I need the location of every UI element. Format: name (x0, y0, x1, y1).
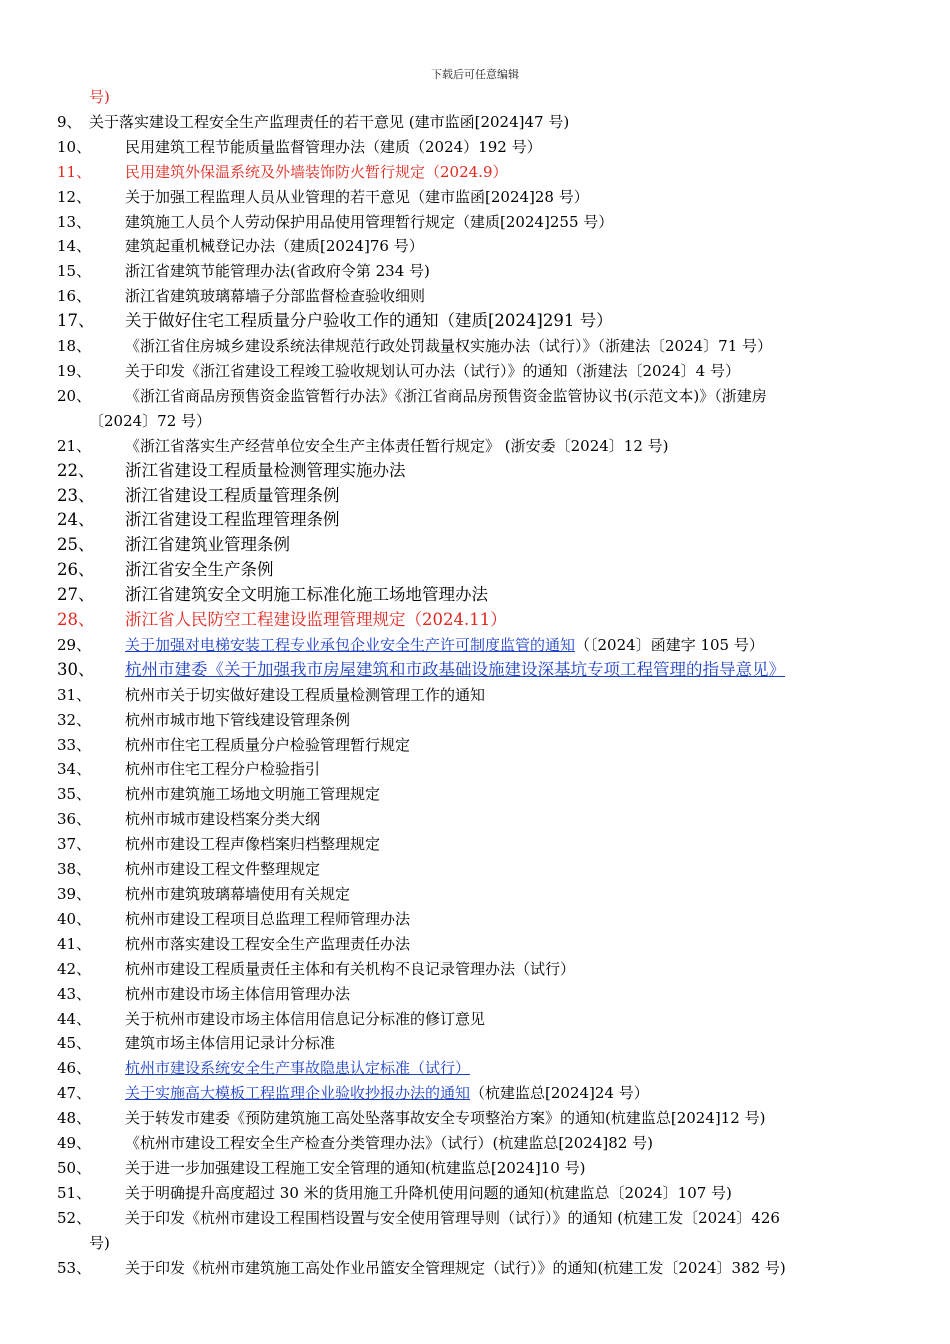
item-text: 建筑施工人员个人劳动保护用品使用管理暂行规定（建质[2024]255 号） (125, 212, 614, 231)
item-number: 44、 (57, 1009, 92, 1028)
list-item (0, 135, 950, 160)
item-number: 18、 (57, 337, 92, 356)
item-number: 40、 (57, 909, 92, 928)
item-number: 21、 (57, 436, 92, 455)
item-number: 30、 (57, 659, 95, 679)
list-item (0, 832, 950, 857)
list-item (0, 683, 950, 708)
list-item (0, 907, 950, 932)
item-text: 民用建筑外保温系统及外墙装饰防火暂行规定（2024.9） (125, 162, 508, 181)
list-item (0, 484, 950, 509)
item-number: 12、 (57, 187, 92, 206)
list-item (0, 160, 950, 185)
list-item (0, 708, 950, 733)
list-item (0, 782, 950, 807)
item-text: 浙江省建设工程监理管理条例 (125, 510, 340, 530)
item-number: 43、 (57, 984, 92, 1003)
item-number: 35、 (57, 785, 92, 804)
list-item (0, 558, 950, 583)
item-number: 47、 (57, 1084, 92, 1103)
list-item (0, 508, 950, 533)
item-number: 33、 (57, 735, 92, 754)
list-item (0, 234, 950, 259)
list-item (0, 1031, 950, 1056)
item-text: 《浙江省落实生产经营单位安全生产主体责任暂行规定》 (浙安委〔2024〕12 号) (125, 436, 669, 455)
list-item (0, 1131, 950, 1156)
item-text: 关于做好住宅工程质量分户验收工作的通知（建质[2024]291 号） (125, 311, 613, 331)
item-text: 浙江省建筑安全文明施工标准化施工场地管理办法 (125, 585, 488, 605)
item-text: 关于转发市建委《预防建筑施工高处坠落事故安全专项整治方案》的通知(杭建监总[2024]12 号) (125, 1109, 766, 1128)
list-item (0, 633, 950, 658)
list-item (0, 957, 950, 982)
item-text: 浙江省人民防空工程建设监理管理规定（2024.11） (125, 610, 507, 630)
item-number: 31、 (57, 685, 92, 704)
document-link[interactable]: 杭州市建设系统安全生产事故隐患认定标准（试行） (125, 1059, 471, 1078)
item-number: 49、 (57, 1134, 92, 1153)
regulation-list (0, 85, 950, 1281)
list-item (0, 334, 950, 359)
list-item (0, 807, 950, 832)
list-item (0, 259, 950, 284)
item-text: 建筑市场主体信用记录计分标准 (125, 1034, 336, 1053)
list-item (0, 359, 950, 384)
document-link[interactable]: 关于加强对电梯安装工程专业承包企业安全生产许可制度监管的通知 (125, 635, 576, 654)
item-text: 关于印发《杭州市建设工程围档设置与安全使用管理导则（试行）》的通知 (杭建工发〔2024〕426 (125, 1208, 780, 1227)
item-text: 杭州市落实建设工程安全生产监理责任办法 (125, 934, 411, 953)
item-number: 9、 (57, 112, 82, 131)
item-number: 48、 (57, 1109, 92, 1128)
item-text: 杭州市建设工程声像档案归档整理规定 (125, 835, 381, 854)
list-item (0, 1181, 950, 1206)
list-item (0, 1081, 950, 1106)
list-item (0, 1256, 950, 1281)
item-text: 杭州市城市地下管线建设管理条例 (125, 710, 351, 729)
item-number: 26、 (57, 560, 95, 580)
item-text: 杭州市建设市场主体信用管理办法 (125, 984, 351, 1003)
item-text: 关于进一步加强建设工程施工安全管理的通知(杭建监总[2024]10 号) (125, 1158, 586, 1177)
item-number: 38、 (57, 860, 92, 879)
list-item (0, 608, 950, 633)
item-text: 关于明确提升高度超过 30 米的货用施工升降机使用问题的通知(杭建监总〔2024〕107 号) (125, 1183, 732, 1202)
document-link[interactable]: 关于实施高大模板工程监理企业验收抄报办法的通知 (125, 1084, 471, 1103)
document-link[interactable]: 杭州市建委《关于加强我市房屋建筑和市政基础设施建设深基坑专项工程管理的指导意见》 (125, 659, 785, 679)
list-item (0, 583, 950, 608)
list-item (0, 110, 950, 135)
item-text: 浙江省安全生产条例 (125, 560, 274, 580)
item-continuation: 号) (89, 1233, 110, 1252)
item-number: 20、 (57, 386, 92, 405)
item-number: 42、 (57, 959, 92, 978)
item-text: 民用建筑工程节能质量监督管理办法（建质（2024）192 号） (125, 137, 542, 156)
item-number: 36、 (57, 810, 92, 829)
item-number: 34、 (57, 760, 92, 779)
item-text: 杭州市建设工程质量责任主体和有关机构不良记录管理办法（试行） (125, 959, 576, 978)
item-number: 19、 (57, 361, 92, 380)
item-number: 41、 (57, 934, 92, 953)
list-item (0, 185, 950, 210)
item-text: 浙江省建筑业管理条例 (125, 535, 290, 555)
list-item (0, 434, 950, 459)
item-number: 37、 (57, 835, 92, 854)
list-item (0, 658, 950, 683)
item-text: 杭州市关于切实做好建设工程质量检测管理工作的通知 (125, 685, 486, 704)
list-item (0, 1206, 950, 1231)
item-number: 22、 (57, 460, 95, 480)
list-item (0, 733, 950, 758)
item-text: 杭州市住宅工程分户检验指引 (125, 760, 321, 779)
item-text: 关于杭州市建设市场主体信用信息记分标准的修订意见 (125, 1009, 486, 1028)
item-text: 杭州市建筑玻璃幕墙使用有关规定 (125, 885, 351, 903)
item-text: （〔2024〕函建字 105 号） (575, 635, 764, 654)
item-number: 50、 (57, 1158, 92, 1177)
item-number: 17、 (57, 311, 95, 331)
item-text: 杭州市建设工程文件整理规定 (125, 860, 321, 879)
item-number: 25、 (57, 535, 95, 555)
list-item (0, 459, 950, 484)
item-number: 28、 (57, 610, 95, 630)
item-text: 关于印发《浙江省建设工程竣工验收规划认可办法（试行）》的通知（浙建法〔2024〕4 号） (125, 361, 740, 380)
item-number: 15、 (57, 262, 92, 281)
item-text: 浙江省建设工程质量检测管理实施办法 (125, 460, 406, 480)
item-text: 浙江省建筑节能管理办法(省政府令第 234 号) (125, 262, 430, 281)
continued-fragment: 号) (89, 88, 110, 106)
item-number: 11、 (57, 162, 92, 181)
item-text: 《浙江省商品房预售资金监管暂行办法》《浙江省商品房预售资金监管协议书(示范文本)》（浙建房 (125, 386, 767, 405)
list-item (0, 1007, 950, 1032)
item-text: 《浙江省住房城乡建设系统法律规范行政处罚裁量权实施办法（试行）》（浙建法〔2024〕71 号） (125, 337, 773, 356)
list-item (0, 533, 950, 558)
item-text: 杭州市建筑施工场地文明施工管理规定 (125, 785, 381, 804)
item-number: 27、 (57, 585, 95, 605)
list-item (0, 857, 950, 882)
item-number: 16、 (57, 287, 92, 306)
item-text: 杭州市住宅工程质量分户检验管理暂行规定 (125, 735, 411, 754)
list-item (0, 1106, 950, 1131)
item-text: 浙江省建筑玻璃幕墙子分部监督检查验收细则 (125, 287, 426, 306)
item-text: 关于印发《杭州市建筑施工高处作业吊篮安全管理规定（试行）》的通知(杭建工发〔2024〕382 号) (125, 1258, 786, 1277)
item-text: 杭州市建设工程项目总监理工程师管理办法 (125, 909, 411, 928)
item-text: 关于落实建设工程安全生产监理责任的若干意见 (建市监函[2024]47 号) (89, 112, 570, 131)
item-number: 52、 (57, 1208, 92, 1227)
item-number: 23、 (57, 485, 95, 505)
item-number: 51、 (57, 1183, 92, 1202)
list-item (0, 882, 950, 907)
item-number: 10、 (57, 137, 92, 156)
item-number: 46、 (57, 1059, 92, 1078)
item-number: 45、 (57, 1034, 92, 1053)
list-item (0, 309, 950, 334)
list-item (0, 757, 950, 782)
item-text: 建筑起重机械登记办法（建质[2024]76 号） (125, 237, 424, 256)
item-number: 39、 (57, 885, 92, 903)
item-text: 浙江省建设工程质量管理条例 (125, 485, 340, 505)
item-number: 53、 (57, 1258, 92, 1277)
item-number: 13、 (57, 212, 92, 231)
list-item (0, 284, 950, 309)
list-item (0, 210, 950, 235)
item-continuation: 〔2024〕72 号） (89, 411, 212, 430)
item-number: 24、 (57, 510, 95, 530)
item-text: （杭建监总[2024]24 号） (470, 1084, 649, 1103)
list-item (0, 932, 950, 957)
item-text: 杭州市城市建设档案分类大纲 (125, 810, 321, 829)
item-text: 《杭州市建设工程安全生产检查分类管理办法》（试行）(杭建监总[2024]82 号) (125, 1134, 653, 1153)
item-number: 29、 (57, 635, 92, 654)
list-item (0, 1156, 950, 1181)
item-number: 32、 (57, 710, 92, 729)
list-item (0, 1056, 950, 1081)
item-number: 14、 (57, 237, 92, 256)
list-item (0, 384, 950, 409)
page-header: 下载后可任意编辑 (431, 68, 519, 81)
list-item (0, 982, 950, 1007)
item-text: 关于加强工程监理人员从业管理的若干意见（建市监函[2024]28 号） (125, 187, 589, 206)
